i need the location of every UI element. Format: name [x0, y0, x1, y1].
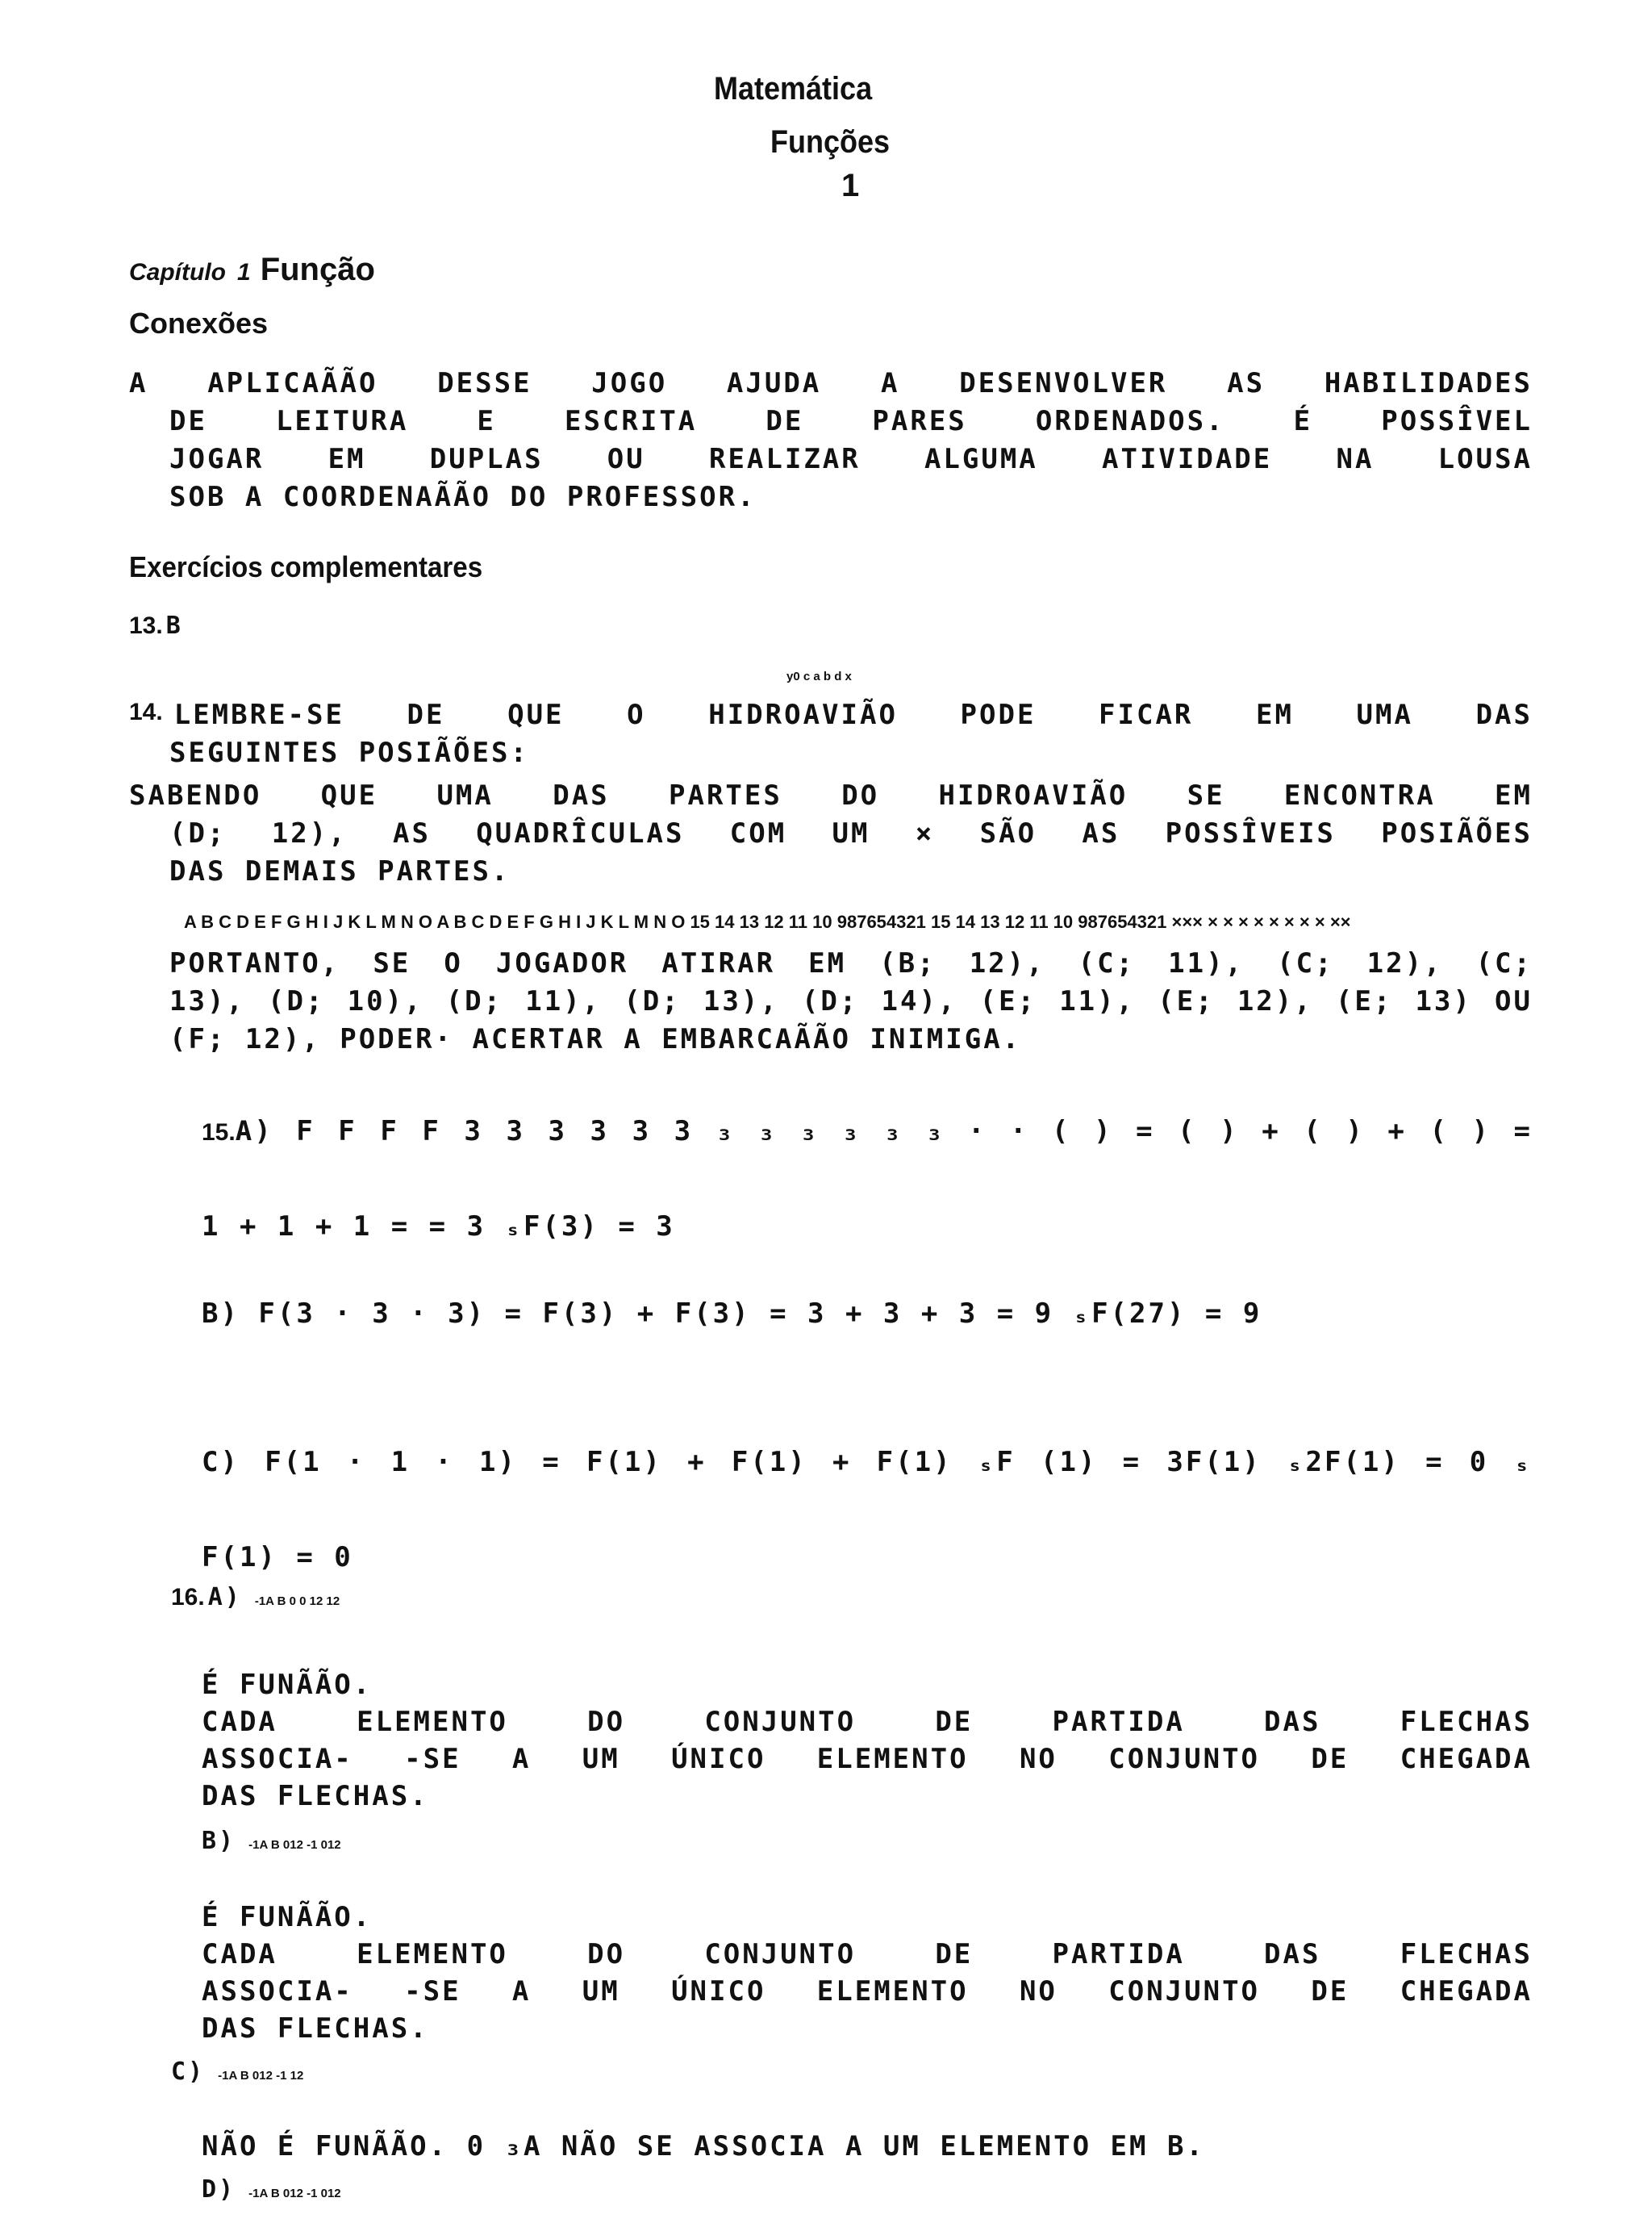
- chapter-heading: [129, 252, 375, 288]
- header-volume: 1: [841, 168, 860, 203]
- exercise-number: 16.: [171, 1584, 205, 1611]
- chapter-number: 1: [237, 259, 251, 286]
- chapter-title: Função: [260, 252, 375, 287]
- exercise-14-conclusion-line: (F; 12), PODER· ACERTAR A EMBARCAÃÃO INIMIGA.: [169, 1023, 1022, 1055]
- exercise-14-body-line: (D; 12), AS QUADRÎCULAS COM UM × SÃO AS POSSÎVEIS POSIÃÕES: [169, 817, 1533, 850]
- exercise-16-a-diagram: -1A B 0 0 12 12: [254, 1594, 340, 1608]
- exercise-14-conclusion-line: PORTANTO, SE O JOGADOR ATIRAR EM (B; 12), (C; 11), (C; 12), (C;: [169, 947, 1533, 980]
- exercise-14-body-line: SABENDO QUE UMA DAS PARTES DO HIDROAVIÃO SE ENCONTRA EM: [129, 779, 1533, 812]
- exercise-number: 14.: [129, 699, 163, 725]
- exercise-16-b-explain-line: DAS FLECHAS.: [202, 2012, 429, 2045]
- exercise-14-intro-line: SEGUINTES POSIÃÕES:: [169, 737, 529, 769]
- conexoes-line: A APLICAÃÃO DESSE JOGO AJUDA A DESENVOLVER AS HABILIDADES: [129, 367, 1533, 399]
- exercise-16-a-header: [171, 1583, 340, 1611]
- header-topic: Funções: [770, 124, 891, 160]
- exercise-16-b-label: B): [202, 1827, 236, 1855]
- exercise-14-intro-1: [129, 699, 1533, 731]
- exercise-15-c-line-1: C) F(1 · 1 · 1) = F(1) + F(1) + F(1) ₛF (1) = 3F(1) ₛ2F(1) = 0 ₛ: [202, 1446, 1533, 1478]
- exercise-15-a-line-2: 1 + 1 + 1 = = 3 ₛF(3) = 3: [202, 1210, 675, 1243]
- exercise-16-c-diagram: -1A B 012 -1 12: [218, 2069, 304, 2083]
- exercise-16-b-explain-line: CADA ELEMENTO DO CONJUNTO DE PARTIDA DAS FLECHAS: [202, 1938, 1533, 1970]
- exercise-15-b-line: B) F(3 · 3 · 3) = F(3) + F(3) = 3 + 3 + 3 = 9 ₛF(27) = 9: [202, 1297, 1262, 1330]
- exercise-16-d-header: [202, 2175, 341, 2204]
- exercise-15-c-line-2: F(1) = 0: [202, 1541, 353, 1573]
- exercise-16-c-label: C): [171, 2058, 206, 2086]
- exercise-number: 13.: [129, 612, 163, 639]
- exercise-16-a-explain-line: CADA ELEMENTO DO CONJUNTO DE PARTIDA DAS FLECHAS: [202, 1706, 1533, 1738]
- exercise-14-body-line: DAS DEMAIS PARTES.: [169, 855, 511, 888]
- exercise-14-intro-line: LEMBRE-SE DE QUE O HIDROAVIÃO PODE FICAR EM UMA DAS: [173, 699, 1533, 731]
- exercise-number: 15.: [202, 1119, 236, 1146]
- exercise-16-a-label: A): [207, 1583, 242, 1611]
- exercise-16-d-label: D): [202, 2175, 236, 2204]
- conexoes-line: SOB A COORDENAÃÃO DO PROFESSOR.: [169, 481, 757, 513]
- exercise-13-answer: B: [165, 612, 183, 640]
- exercise-15-a-line-1: [202, 1115, 1533, 1147]
- exercise-16-b-explain-line: ASSOCIA- -SE A UM ÚNICO ELEMENTO NO CONJUNTO DE CHEGADA: [202, 1975, 1533, 2008]
- axis-label: y0 c a b d x: [786, 670, 852, 683]
- section-conexoes: Conexões: [129, 307, 269, 340]
- exercise-16-c-header: [171, 2058, 303, 2086]
- exercise-16-a-verdict: É FUNÃÃO.: [202, 1669, 373, 1701]
- exercise-16-d-diagram: -1A B 012 -1 012: [248, 2187, 341, 2200]
- section-exercicios: Exercícios complementares: [129, 550, 483, 583]
- chapter-label: Capítulo: [129, 259, 226, 286]
- exercise-16-b-verdict: É FUNÃÃO.: [202, 1901, 373, 1933]
- exercise-14-conclusion-line: 13), (D; 10), (D; 11), (D; 13), (D; 14), (E; 11), (E; 12), (E; 13) OU: [169, 985, 1533, 1017]
- exercise-16-b-diagram: -1A B 012 -1 012: [248, 1838, 341, 1852]
- exercise-16-c-verdict: NÃO É FUNÃÃO. 0 ₃A NÃO SE ASSOCIA A UM ELEMENTO EM B.: [202, 2130, 1205, 2162]
- exercise-16-b-header: [202, 1827, 341, 1855]
- conexoes-line: JOGAR EM DUPLAS OU REALIZAR ALGUMA ATIVIDADE NA LOUSA: [169, 443, 1533, 475]
- exercise-16-a-explain-line: DAS FLECHAS.: [202, 1780, 429, 1812]
- header-subject: Matemática: [714, 71, 873, 107]
- exercise-16-a-explain-line: ASSOCIA- -SE A UM ÚNICO ELEMENTO NO CONJUNTO DE CHEGADA: [202, 1743, 1533, 1775]
- exercise-15-a-formula: A) F F F F 3 3 3 3 3 3 ₃ ₃ ₃ ₃ ₃ ₃ · · ( ) = ( ) + ( ) + ( ) =: [235, 1115, 1533, 1147]
- conexoes-line: DE LEITURA E ESCRITA DE PARES ORDENADOS. É POSSÎVEL: [169, 405, 1533, 437]
- grid-labels: A B C D E F G H I J K L M N O A B C D E F G H I J K L M N O 15 14 13 12 11 10 987654321 15 14 13 12 11 10 987654321 ××× × × × × × × × × ××: [184, 912, 1351, 932]
- exercise-13: [129, 612, 183, 640]
